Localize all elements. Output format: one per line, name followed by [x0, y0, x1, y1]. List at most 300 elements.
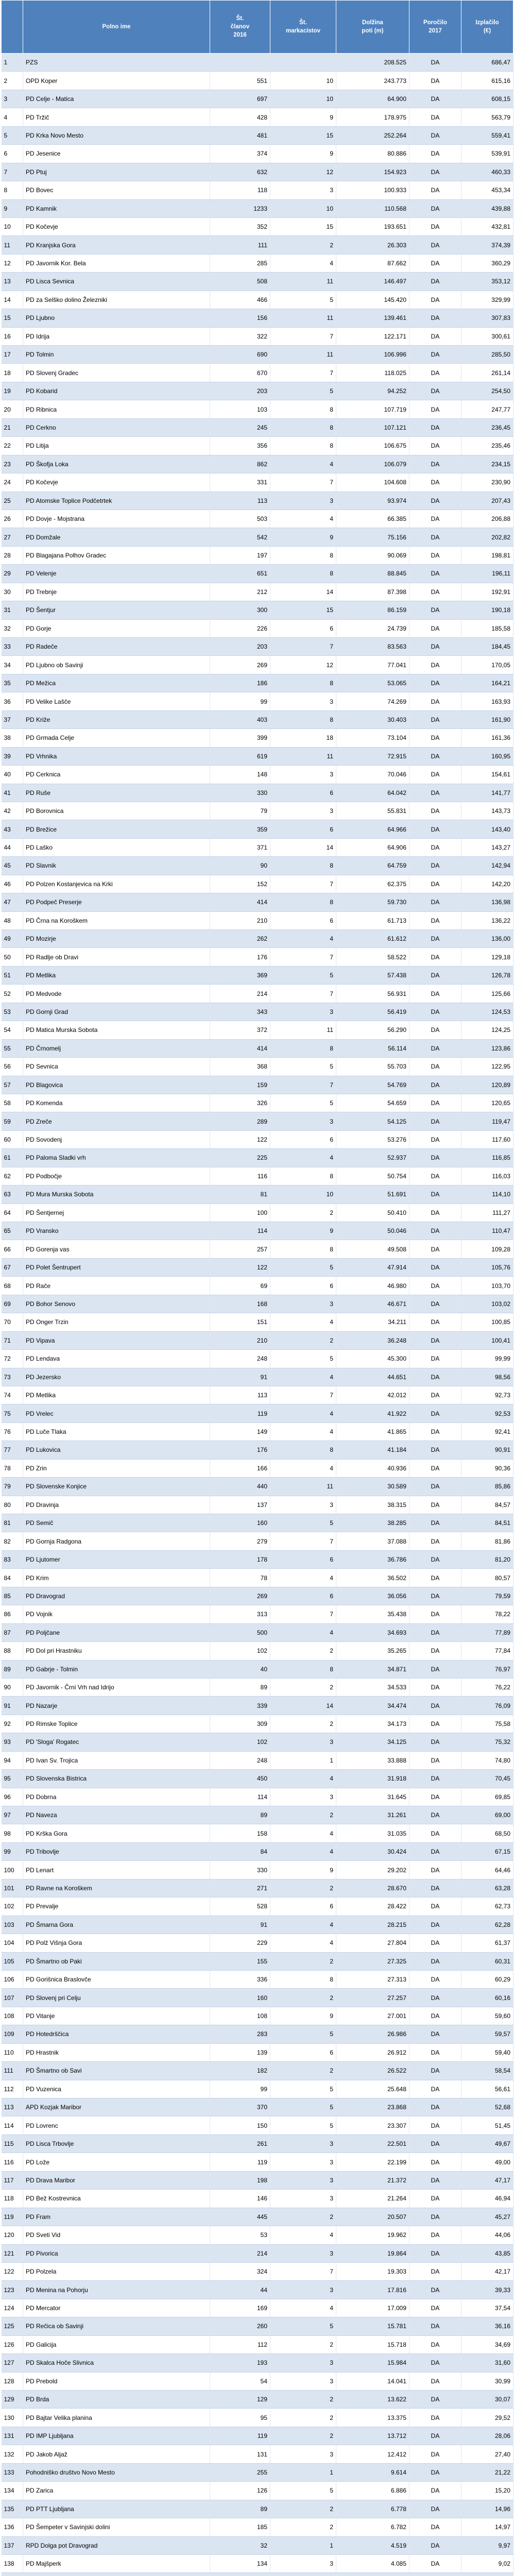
- payout-amount: 202,82: [461, 528, 513, 546]
- path-length: 50.410: [336, 1204, 409, 1222]
- society-name: PD Ivan Sv. Trojica: [23, 1751, 210, 1769]
- path-length: 19.962: [336, 2226, 409, 2244]
- path-length: 106.079: [336, 455, 409, 473]
- path-length: 110.568: [336, 199, 409, 217]
- report-status: DA: [409, 273, 461, 291]
- report-status: DA: [409, 1770, 461, 1788]
- payout-amount: 143,27: [461, 838, 513, 856]
- members-2016: 90: [210, 857, 270, 875]
- path-length: 252.264: [336, 126, 409, 144]
- payout-amount: 76,09: [461, 1697, 513, 1715]
- payout-amount: 142,20: [461, 875, 513, 893]
- table-row: [2, 163, 513, 181]
- marker-count: 8: [270, 1039, 336, 1057]
- path-length: 54.125: [336, 1112, 409, 1130]
- table-row: [2, 1934, 513, 1952]
- members-2016: 178: [210, 1550, 270, 1568]
- marker-count: 4: [270, 510, 336, 528]
- marker-count: 8: [270, 565, 336, 583]
- marker-count: 7: [270, 2262, 336, 2280]
- members-2016: 271: [210, 1879, 270, 1897]
- marker-count: 5: [270, 382, 336, 400]
- payout-amount: 77,89: [461, 1623, 513, 1641]
- payout-amount: 90,36: [461, 1459, 513, 1477]
- members-2016: 122: [210, 1258, 270, 1276]
- society-name: PZS: [23, 54, 210, 72]
- row-number: 109: [2, 2025, 23, 2043]
- table-row: [2, 1478, 513, 1496]
- members-2016: 129: [210, 2391, 270, 2409]
- payout-amount: 143,73: [461, 802, 513, 820]
- marker-count: 3: [270, 2372, 336, 2390]
- table-row: [2, 1569, 513, 1587]
- row-number: 133: [2, 2463, 23, 2481]
- path-length: 28.670: [336, 1879, 409, 1897]
- report-status: DA: [409, 437, 461, 455]
- members-2016: 279: [210, 1532, 270, 1550]
- members-2016: 89: [210, 1678, 270, 1696]
- marker-count: 4: [270, 1459, 336, 1477]
- row-number: 112: [2, 2080, 23, 2098]
- report-status: DA: [409, 2482, 461, 2500]
- row-number: 85: [2, 1587, 23, 1605]
- payout-amount: 114,10: [461, 1185, 513, 1204]
- row-number: 53: [2, 1003, 23, 1021]
- members-2016: 176: [210, 948, 270, 966]
- payout-amount: 119,47: [461, 1112, 513, 1130]
- society-name: PD Zreče: [23, 1112, 210, 1130]
- report-status: DA: [409, 802, 461, 820]
- report-status: DA: [409, 1806, 461, 1824]
- members-2016: 79: [210, 802, 270, 820]
- society-name: PD Dravograd: [23, 1587, 210, 1605]
- row-number: 69: [2, 1295, 23, 1313]
- society-name: PD Hrastnik: [23, 2043, 210, 2061]
- members-2016: 214: [210, 2244, 270, 2262]
- members-2016: 440: [210, 1478, 270, 1496]
- marker-count: 3: [270, 766, 336, 784]
- report-status: DA: [409, 1496, 461, 1514]
- table-row: [2, 1112, 513, 1130]
- path-length: 27.804: [336, 1934, 409, 1952]
- society-name: PD Ravne na Koroškem: [23, 1879, 210, 1897]
- marker-count: 7: [270, 985, 336, 1003]
- members-2016: 99: [210, 692, 270, 710]
- marker-count: 11: [270, 273, 336, 291]
- marker-count: 7: [270, 1386, 336, 1404]
- path-length: 38.285: [336, 1514, 409, 1532]
- table-row: [2, 418, 513, 436]
- table-row: [2, 437, 513, 455]
- report-status: [409, 2573, 461, 2576]
- marker-count: 4: [270, 1934, 336, 1952]
- path-length: 27.257: [336, 1989, 409, 2007]
- path-length: 61.612: [336, 930, 409, 948]
- members-2016: 169: [210, 2299, 270, 2317]
- members-2016: 690: [210, 346, 270, 364]
- marker-count: 7: [270, 327, 336, 345]
- path-length: 30.589: [336, 1478, 409, 1496]
- table-row: [2, 1459, 513, 1477]
- row-number: 138: [2, 2554, 23, 2572]
- path-length: 59.730: [336, 893, 409, 911]
- table-row: [2, 820, 513, 838]
- report-status: DA: [409, 1130, 461, 1148]
- row-number: 100: [2, 1861, 23, 1879]
- table-row: [2, 2427, 513, 2445]
- marker-count: 3: [270, 2134, 336, 2153]
- table-row: [2, 2354, 513, 2372]
- members-2016: 229: [210, 1934, 270, 1952]
- marker-count: 8: [270, 1441, 336, 1459]
- table-row: [2, 1003, 513, 1021]
- path-length: 61.713: [336, 911, 409, 929]
- payout-amount: 460,33: [461, 163, 513, 181]
- members-2016: 403: [210, 710, 270, 728]
- marker-count: 2: [270, 1989, 336, 2007]
- table-row: [2, 893, 513, 911]
- report-status: DA: [409, 455, 461, 473]
- marker-count: 4: [270, 1842, 336, 1860]
- row-number: 86: [2, 1605, 23, 1623]
- members-2016: 139: [210, 2043, 270, 2061]
- payout-amount: 36,16: [461, 2317, 513, 2335]
- table-row: [2, 90, 513, 108]
- report-status: DA: [409, 638, 461, 656]
- payout-amount: 70,45: [461, 1770, 513, 1788]
- payout-amount: 31,60: [461, 2354, 513, 2372]
- report-status: DA: [409, 911, 461, 929]
- society-name: PD Lože: [23, 2153, 210, 2171]
- table-row: [2, 911, 513, 929]
- society-name: PD Velenje: [23, 565, 210, 583]
- marker-count: 15: [270, 601, 336, 619]
- table-row: [2, 236, 513, 254]
- society-name: PD Celje - Matica: [23, 90, 210, 108]
- report-status: DA: [409, 1368, 461, 1386]
- marker-count: 11: [270, 747, 336, 765]
- members-2016: 160: [210, 1989, 270, 2007]
- payout-amount: 300,61: [461, 327, 513, 345]
- members-2016: 137: [210, 1496, 270, 1514]
- report-status: DA: [409, 236, 461, 254]
- society-name: PD Metlika: [23, 1386, 210, 1404]
- path-length: 26.522: [336, 2062, 409, 2080]
- report-status: DA: [409, 254, 461, 272]
- table-row: [2, 1496, 513, 1514]
- row-number: 106: [2, 1970, 23, 1988]
- marker-count: 4: [270, 455, 336, 473]
- marker-count: 5: [270, 966, 336, 984]
- path-length: 29.202: [336, 1861, 409, 1879]
- members-2016: 330: [210, 1861, 270, 1879]
- society-name: PD Bohor Senovo: [23, 1295, 210, 1313]
- marker-count: 8: [270, 857, 336, 875]
- row-number: 57: [2, 1076, 23, 1094]
- payout-amount: 39,33: [461, 2281, 513, 2299]
- payout-amount: 439,88: [461, 199, 513, 217]
- report-status: DA: [409, 2317, 461, 2335]
- row-number: 68: [2, 1277, 23, 1295]
- marker-count: 3: [270, 2354, 336, 2372]
- report-status: DA: [409, 2554, 461, 2572]
- row-number: 47: [2, 893, 23, 911]
- marker-count: 4: [270, 1569, 336, 1587]
- table-row: [2, 2482, 513, 2500]
- payout-amount: 235,46: [461, 437, 513, 455]
- members-2016: 372: [210, 1021, 270, 1039]
- marker-count: 3: [270, 2281, 336, 2299]
- payout-amount: 75,32: [461, 1733, 513, 1751]
- report-status: DA: [409, 1623, 461, 1641]
- society-name: PD Komenda: [23, 1094, 210, 1112]
- marker-count: 15: [270, 217, 336, 235]
- society-name: PD Ruše: [23, 784, 210, 802]
- society-name: PD Lendava: [23, 1350, 210, 1368]
- row-number: 113: [2, 2098, 23, 2116]
- payout-amount: 686,47: [461, 54, 513, 72]
- payout-amount: 120,65: [461, 1094, 513, 1112]
- table-row: [2, 838, 513, 856]
- table-row: [2, 766, 513, 784]
- path-length: 51.691: [336, 1185, 409, 1204]
- table-row: [2, 1039, 513, 1057]
- members-2016: 158: [210, 1824, 270, 1842]
- marker-count: 2: [270, 1678, 336, 1696]
- path-length: 74.269: [336, 692, 409, 710]
- report-status: DA: [409, 1970, 461, 1988]
- table-row: [2, 1605, 513, 1623]
- members-2016: 257: [210, 1240, 270, 1258]
- payout-amount: 261,14: [461, 364, 513, 382]
- path-length: 87.398: [336, 583, 409, 601]
- marker-count: 3: [270, 1496, 336, 1514]
- path-length: 19.864: [336, 2244, 409, 2262]
- table-row: [2, 1350, 513, 1368]
- members-2016: 285: [210, 254, 270, 272]
- members-2016: 324: [210, 2262, 270, 2280]
- row-number: 110: [2, 2043, 23, 2061]
- path-length: 36.502: [336, 1569, 409, 1587]
- payout-amount: 90,91: [461, 1441, 513, 1459]
- path-length: 31.035: [336, 1824, 409, 1842]
- path-length: 146.497: [336, 273, 409, 291]
- payout-amount: 69,00: [461, 1806, 513, 1824]
- report-status: DA: [409, 2062, 461, 2080]
- payout-amount: 21,22: [461, 2463, 513, 2481]
- payout-amount: 285,50: [461, 346, 513, 364]
- report-status: DA: [409, 364, 461, 382]
- society-name: PD za Selško dolino Železniki: [23, 291, 210, 309]
- payout-amount: 58,54: [461, 2062, 513, 2080]
- row-number: 33: [2, 638, 23, 656]
- marker-count: 7: [270, 364, 336, 382]
- row-number: 24: [2, 473, 23, 492]
- report-status: DA: [409, 1112, 461, 1130]
- payout-amount: 111,27: [461, 1204, 513, 1222]
- society-name: Pohodniško društvo Novo Mesto: [23, 2463, 210, 2481]
- payout-amount: 74,80: [461, 1751, 513, 1769]
- payout-amount: 29,52: [461, 2409, 513, 2427]
- path-length: 13.712: [336, 2427, 409, 2445]
- marker-count: 4: [270, 930, 336, 948]
- payout-amount: 59,57: [461, 2025, 513, 2043]
- members-2016: 269: [210, 656, 270, 674]
- members-2016: 1233: [210, 199, 270, 217]
- report-status: DA: [409, 2262, 461, 2280]
- row-number: [2, 2573, 23, 2576]
- payout-amount: 60,29: [461, 1970, 513, 1988]
- path-length: 54.659: [336, 1094, 409, 1112]
- report-status: DA: [409, 2098, 461, 2116]
- society-name: PD Krka Novo Mesto: [23, 126, 210, 144]
- path-length: 154.923: [336, 163, 409, 181]
- report-status: DA: [409, 656, 461, 674]
- table-row: [2, 985, 513, 1003]
- path-length: 26.912: [336, 2043, 409, 2061]
- society-name: PD Dol pri Hrastniku: [23, 1642, 210, 1660]
- table-row: [2, 656, 513, 674]
- members-2016: 118: [210, 181, 270, 199]
- path-length: 94.252: [336, 382, 409, 400]
- report-status: DA: [409, 1204, 461, 1222]
- members-2016: 481: [210, 126, 270, 144]
- report-status: DA: [409, 1879, 461, 1897]
- society-name: PD Mozirje: [23, 930, 210, 948]
- report-status: DA: [409, 145, 461, 163]
- row-number: 76: [2, 1422, 23, 1440]
- row-number: 66: [2, 1240, 23, 1258]
- society-name: PD Metlika: [23, 966, 210, 984]
- society-name: PD Vransko: [23, 1222, 210, 1240]
- society-name: PD Gornja Radgona: [23, 1532, 210, 1550]
- members-2016: 862: [210, 455, 270, 473]
- path-length: 36.056: [336, 1587, 409, 1605]
- members-2016: 528: [210, 1897, 270, 1916]
- row-number: 12: [2, 254, 23, 272]
- marker-count: 2: [270, 2409, 336, 2427]
- payout-amount: 192,91: [461, 583, 513, 601]
- table-row: [2, 1916, 513, 1934]
- row-number: 20: [2, 400, 23, 418]
- payout-amount: 136,22: [461, 911, 513, 929]
- payout-amount: 46,94: [461, 2190, 513, 2208]
- report-status: DA: [409, 1240, 461, 1258]
- table-row: [2, 1770, 513, 1788]
- society-name: PD Idrija: [23, 327, 210, 345]
- row-number: 16: [2, 327, 23, 345]
- report-status: DA: [409, 546, 461, 564]
- marker-count: 4: [270, 1623, 336, 1641]
- row-number: 13: [2, 273, 23, 291]
- members-2016: 508: [210, 273, 270, 291]
- report-status: DA: [409, 2536, 461, 2554]
- marker-count: 3: [270, 1295, 336, 1313]
- table-row: [2, 1697, 513, 1715]
- members-2016: 99: [210, 2080, 270, 2098]
- row-number: 73: [2, 1368, 23, 1386]
- report-status: DA: [409, 327, 461, 345]
- path-length: 6.886: [336, 2482, 409, 2500]
- members-2016: 166: [210, 1459, 270, 1477]
- payout-amount: 163,93: [461, 692, 513, 710]
- row-number: 120: [2, 2226, 23, 2244]
- path-length: 41.865: [336, 1422, 409, 1440]
- table-row: [2, 674, 513, 692]
- marker-count: 7: [270, 1532, 336, 1550]
- row-number: 4: [2, 108, 23, 126]
- row-number: 93: [2, 1733, 23, 1751]
- society-name: PD Cerkno: [23, 418, 210, 436]
- payout-amount: [461, 2573, 513, 2576]
- members-2016: 262: [210, 930, 270, 948]
- table-row: [2, 2391, 513, 2409]
- table-row: [2, 2116, 513, 2134]
- report-status: DA: [409, 2025, 461, 2043]
- table-row: [2, 2025, 513, 2043]
- path-length: 15.718: [336, 2335, 409, 2353]
- society-name: PD Šmartno ob Savi: [23, 2062, 210, 2080]
- society-name: PD Sevnica: [23, 1058, 210, 1076]
- table-row: [2, 455, 513, 473]
- report-status: DA: [409, 2007, 461, 2025]
- members-2016: 131: [210, 2445, 270, 2463]
- row-number: 91: [2, 1697, 23, 1715]
- payout-amount: 9,97: [461, 2536, 513, 2554]
- members-2016: 414: [210, 893, 270, 911]
- row-number: 48: [2, 911, 23, 929]
- path-length: 6.778: [336, 2500, 409, 2518]
- society-name: PD Matica Murska Sobota: [23, 1021, 210, 1039]
- members-2016: 44: [210, 2281, 270, 2299]
- society-name: PD Vipava: [23, 1331, 210, 1349]
- report-status: DA: [409, 2335, 461, 2353]
- row-number: 82: [2, 1532, 23, 1550]
- report-status: DA: [409, 2208, 461, 2226]
- table-row: [2, 2262, 513, 2280]
- report-status: DA: [409, 1185, 461, 1204]
- payout-amount: 84,51: [461, 1514, 513, 1532]
- path-length: 14.041: [336, 2372, 409, 2390]
- table-row: [2, 1167, 513, 1185]
- payout-amount: 45,27: [461, 2208, 513, 2226]
- row-number: 54: [2, 1021, 23, 1039]
- row-number: 34: [2, 656, 23, 674]
- members-2016: 322: [210, 327, 270, 345]
- payout-amount: 254,50: [461, 382, 513, 400]
- members-2016: 102: [210, 1733, 270, 1751]
- society-name: PD Mežica: [23, 674, 210, 692]
- path-length: 34.533: [336, 1678, 409, 1696]
- report-status: DA: [409, 601, 461, 619]
- row-number: 32: [2, 619, 23, 637]
- row-number: 36: [2, 692, 23, 710]
- row-number: 8: [2, 181, 23, 199]
- marker-count: 10: [270, 1185, 336, 1204]
- row-number: 134: [2, 2482, 23, 2500]
- table-row: [2, 1240, 513, 1258]
- members-2016: 248: [210, 1751, 270, 1769]
- society-name: PD Laško: [23, 838, 210, 856]
- members-2016: 261: [210, 2134, 270, 2153]
- row-number: 77: [2, 1441, 23, 1459]
- header-number: [2, 1, 23, 54]
- marker-count: 9: [270, 145, 336, 163]
- payout-amount: 124,25: [461, 1021, 513, 1039]
- marker-count: 1: [270, 2463, 336, 2481]
- report-status: DA: [409, 692, 461, 710]
- payout-amount: 9,02: [461, 2554, 513, 2572]
